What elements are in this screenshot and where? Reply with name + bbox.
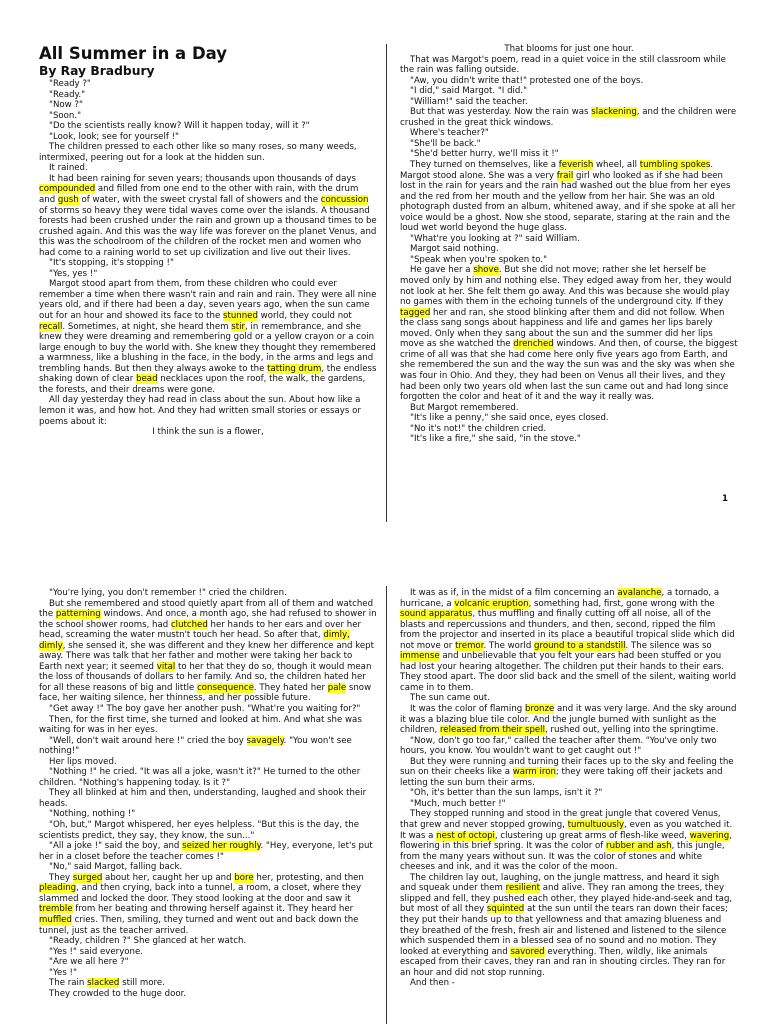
paragraph: "She'll be back." bbox=[410, 138, 481, 149]
highlighted-word: volcanic eruption bbox=[454, 598, 529, 609]
highlighted-word: squinted bbox=[486, 904, 525, 915]
highlighted-word: sound apparatus bbox=[400, 609, 473, 620]
highlighted-word: savored bbox=[510, 946, 545, 957]
highlighted-word: frail bbox=[556, 170, 574, 181]
highlighted-word: avalanche bbox=[617, 588, 662, 598]
highlighted-word: stunned bbox=[223, 311, 258, 322]
paragraph: The children lay out, laughing, on the jungle mattress, and heard it sigh and squeak under them resilient and alive. They ran among the trees, they slipped and fell, they pushed each other, they played hide-and-seek and tag, but most of all they squinted at the sun until the tears ran down their faces; they put their hands up to that yellowness and that amazing blueness and they breathed of the fresh, fresh air and listened and listened to the silence which suspended them in a blessed sea of no sound and no motion. They looked at everything and savored everything. Then, wildly, like animals escaped from their caves, they ran and ran in shouting circles. They ran for an hour and did not stop running. bbox=[400, 872, 733, 978]
paragraph: That was Margot's poem, read in a quiet voice in the still classroom while the rain was falling outside. bbox=[400, 54, 726, 76]
highlighted-word: bronze bbox=[524, 704, 555, 715]
paragraph: That blooms for just one hour. bbox=[504, 44, 634, 54]
page-2-left-column bbox=[39, 588, 377, 999]
paragraph: The rain slacked still more. bbox=[49, 978, 165, 989]
highlighted-word: drenched bbox=[513, 339, 554, 350]
highlighted-word: tatting drum bbox=[267, 363, 322, 374]
paragraph: It rained. bbox=[49, 163, 88, 174]
paragraph: But she remembered and stood quietly apart from all of them and watched the patterning windows. And once, a month ago, she had refused to shower in the school shower rooms, had clutched her hands to her ears and over her head, screaming the water mustn't touch her head. So after that, dimly, dimly, she sensed it, she was different and they knew her difference and kept away. There was talk that her father and mother were taking her back to Earth next year; it seemed vital to her that they do so, though it would mean the loss of thousands of dollars to her family. And so, the children hated her for all these reasons of big and little consequence. They hated her pale snow face, her waiting silence, her thinness, and her possible future. bbox=[39, 598, 377, 704]
paragraph: It was the color of flaming bronze and it was very large. And the sky around it was a blazing blue tile color. And the jungle burned with sunlight as the children, released from their spell, rushed out, yelling into the springtime. bbox=[400, 704, 737, 736]
column-divider bbox=[386, 44, 387, 522]
paragraph: They turned on themselves, like a feverish wheel, all tumbling spokes. Margot stood alone. She was a very frail girl who looked as if she had been lost in the rain for years and the rain had washed out the blue from her eyes and the red from her mouth and the yellow from her hair. She was an old photograph dusted from an album, whitened away, and if she spoke at all her voice would be a ghost. Now she stood, separate, staring at the rain and the loud wet world beyond the huge glass. bbox=[400, 160, 736, 234]
highlighted-word: vital bbox=[156, 661, 176, 672]
paragraph: "Much, much better !" bbox=[410, 798, 506, 809]
paragraph: "No," said Margot, falling back. bbox=[49, 862, 183, 873]
highlighted-word: gush bbox=[57, 195, 79, 206]
paragraph: He gave her a shove. But she did not move; rather she let herself be moved only by him and nothing else. They edged away from her, they would not look at her. She felt them go away. And this was because she would play no games with them in the echoing tunnels of the underground city. If they tagged her and ran, she stood blinking after them and did not follow. When the class sang songs about happiness and life and games her lips barely moved. Only when they sang about the sun and the summer did her lips move as she watched the drenched windows. And then, of course, the biggest crime of all was that she had come here only five years ago from Earth, and she remembered the sun and the way the sun was and the sky was when she was four in Ohio. And they, they had been on Venus all their lives, and they had been only two years old when last the sun came out and had long since forgotten the color and heat of it and the way it really was. bbox=[400, 265, 738, 403]
highlighted-word: warm iron bbox=[512, 767, 556, 778]
paragraph: But they were running and turning their faces up to the sky and feeling the sun on their cheeks like a warm iron; they were taking off their jackets and letting the sun burn their arms. bbox=[400, 756, 734, 788]
highlighted-word: recall bbox=[39, 321, 63, 332]
paragraph: Her lips moved. bbox=[49, 756, 117, 767]
paragraph: "Look, look; see for yourself !" bbox=[49, 131, 180, 142]
paragraph: And then - bbox=[410, 978, 455, 989]
paragraph: "It's stopping, it's stopping !" bbox=[49, 258, 174, 269]
paragraph: "I did," said Margot. "I did." bbox=[410, 86, 528, 97]
paragraph: They crowded to the huge door. bbox=[49, 988, 187, 999]
paragraph: "Soon." bbox=[49, 110, 82, 121]
paragraph: "Aw, you didn't write that!" protested one of the boys. bbox=[410, 75, 644, 86]
highlighted-word: stir bbox=[231, 321, 246, 332]
paragraph: "No it's not!" the children cried. bbox=[410, 423, 547, 434]
highlighted-word: surged bbox=[72, 872, 103, 883]
paragraph: I think the sun is a flower, bbox=[152, 427, 264, 438]
page-1-left-text bbox=[39, 79, 377, 438]
paragraph: "All a joke !" said the boy, and seized her roughly. "Hey, everyone, let's put her in a closet before the teacher comes !" bbox=[39, 841, 373, 862]
page-2-right-text bbox=[400, 588, 738, 989]
paragraph: "You're lying, you don't remember !" cried the children. bbox=[49, 588, 287, 598]
page-number: 1 bbox=[722, 494, 728, 504]
paragraph: Where's teacher?" bbox=[410, 128, 489, 139]
highlighted-word: tremble bbox=[39, 904, 73, 915]
highlighted-word: ground to a standstill bbox=[534, 640, 626, 651]
paragraph: "Are we all here ?" bbox=[49, 957, 129, 968]
highlighted-word: pleading bbox=[39, 883, 77, 894]
page-1-right-column bbox=[400, 44, 738, 445]
paragraph: All day yesterday they had read in class about the sun. About how like a lemon it was, and how hot. And they had written small stories or essays or poems about it: bbox=[39, 395, 361, 427]
paragraph: Then, for the first time, she turned and looked at him. And what she was waiting for was in her eyes. bbox=[39, 714, 362, 736]
paragraph: But that was yesterday. Now the rain was slackening, and the children were crushed in the great thick windows. bbox=[400, 107, 737, 128]
page-1-right-text bbox=[400, 44, 738, 445]
highlighted-word: rubber and ash bbox=[606, 841, 672, 852]
highlighted-word: dimly, dimly bbox=[39, 630, 350, 651]
page-2-right-column bbox=[400, 588, 738, 989]
story-author: By Ray Bradbury bbox=[39, 64, 155, 78]
highlighted-word: immense bbox=[400, 651, 440, 662]
paragraph: "Oh, it's better than the sun lamps, isn't it ?" bbox=[410, 788, 603, 799]
paragraph: "Ready, children ?" She glanced at her watch. bbox=[49, 936, 247, 947]
highlighted-word: muffled bbox=[39, 914, 72, 925]
paragraph: They surged about her, caught her up and bore her, protesting, and then pleading, and then crying, back into a tunnel, a room, a closet, where they slammed and locked the door. They stood looking at the door and saw it tremble from her beating and throwing herself against it. They heard her muffled cries. Then, smiling, they turned and went out and back down the tunnel, just as the teacher arrived. bbox=[39, 872, 364, 936]
page-1-left-column bbox=[39, 44, 377, 438]
paragraph: "Oh, but," Margot whispered, her eyes helpless. "But this is the day, the scientists predict, they say, they know, the sun..." bbox=[39, 820, 359, 841]
highlighted-word: tumbling spokes bbox=[639, 160, 711, 171]
paragraph: "Well, don't wait around here !" cried the boy savagely. "You won't see nothing!" bbox=[39, 735, 352, 757]
highlighted-word: tremor bbox=[455, 640, 484, 651]
paragraph: "Now, don't go too far," called the teacher after them. "You've only two hours, you know. You wouldn't want to get caught out !" bbox=[400, 735, 717, 757]
paragraph: "Ready ?" bbox=[49, 79, 91, 89]
paragraph: Margot stood apart from them, from these children who could ever remember a time when there wasn't rain and rain and rain. They were all nine years old, and if there had been a day, seven years ago, when the sun came out for an hour and showed its face to the stunned world, they could not recall. Sometimes, at night, she heard them stir, in remembrance, and she knew they were dreaming and remembering gold or a yellow crayon or a coin large enough to buy the world with. She knew they thought they remembered a warmness, like a blushing in the face, in the body, in the arms and legs and trembling hands. But then they always awoke to the tatting drum, the endless shaking down of clear bead necklaces upon the roof, the walk, the gardens, the forests, and their dreams were gone. bbox=[39, 279, 377, 395]
paragraph: They stopped running and stood in the great jungle that covered Venus, that grew and never stopped growing, tumultuously, even as you watched it. It was a nest of octopi, clustering up great arms of flesh-like weed, wavering, flowering in this brief spring. It was the color of rubber and ash, this jungle, from the many years without sun. It was the color of stones and white cheeses and ink, and it was the color of the moon. bbox=[400, 809, 733, 873]
highlighted-word: pale bbox=[327, 682, 347, 693]
paragraph: "What're you looking at ?" said William. bbox=[410, 233, 580, 244]
story-title: All Summer in a Day bbox=[39, 44, 228, 63]
paragraph: "Do the scientists really know? Will it happen today, will it ?" bbox=[49, 121, 310, 132]
paragraph: "Nothing !" he cried. "It was all a joke, wasn't it?" He turned to the other children. "Nothing's happening today. Is it ?" bbox=[39, 767, 361, 788]
paragraph: It had been raining for seven years; thousands upon thousands of days compounded and filled from one end to the other with rain, with the drum and gush of water, with the sweet crystal fall of showers and the concussion of storms so heavy they were tidal waves come over the islands. A thousand forests had been crushed under the rain and grown up a thousand times to be crushed again. And this was the way life was forever on the planet Venus, and this was the schoolroom of the children of the rocket men and women who had come to a raining world to set up civilization and live out their lives. bbox=[39, 173, 377, 258]
paragraph: "She'd better hurry, we'll miss it !" bbox=[410, 149, 559, 160]
highlighted-word: concussion bbox=[320, 195, 369, 206]
paragraph: "Get away !" The boy gave her another push. "What're you waiting for?" bbox=[49, 704, 361, 715]
paragraph: "Speak when you're spoken to." bbox=[410, 254, 548, 265]
highlighted-word: seized her roughly bbox=[182, 841, 261, 852]
highlighted-word: consequence bbox=[197, 682, 254, 693]
highlighted-word: nest of octopi bbox=[436, 830, 495, 841]
paragraph: "Yes, yes !" bbox=[49, 268, 98, 279]
highlighted-word: savagely bbox=[246, 735, 284, 746]
highlighted-word: compounded bbox=[39, 184, 96, 195]
highlighted-word: tumultuously bbox=[567, 820, 625, 831]
paragraph: "Ready." bbox=[49, 89, 86, 100]
paragraph: "It's like a penny," she said once, eyes closed. bbox=[410, 413, 609, 424]
paragraph: The sun came out. bbox=[410, 693, 491, 704]
highlighted-word: shove bbox=[473, 265, 499, 276]
highlighted-word: feverish bbox=[558, 160, 594, 171]
page-2-left-text bbox=[39, 588, 377, 999]
paragraph: "Yes !" said everyone. bbox=[49, 946, 144, 957]
paragraph: It was as if, in the midst of a film concerning an avalanche, a tornado, a hurricane, a volcanic eruption, something had, first, gone wrong with the sound apparatus, thus muffling and finally cutting off all noise, all of the blasts and repercussions and thunders, and then, second, ripped the film from the projector and inserted in its place a beautiful tropical slide which did not move or tremor. The world ground to a standstill. The silence was so immense and unbelievable that you felt your ears had been stuffed or you had lost your hearing altogether. The children put their hands to their ears. They stood apart. The door slid back and the smell of the silent, waiting world came in to them. bbox=[400, 588, 737, 693]
highlighted-word: bore bbox=[234, 872, 254, 883]
paragraph: Margot said nothing. bbox=[410, 244, 499, 255]
highlighted-word: wavering bbox=[689, 830, 730, 841]
highlighted-word: slacked bbox=[87, 978, 120, 989]
paragraph: But Margot remembered. bbox=[410, 402, 519, 413]
column-divider bbox=[386, 586, 387, 1024]
paragraph: The children pressed to each other like so many roses, so many weeds, intermixed, peering out for a look at the hidden sun. bbox=[39, 142, 357, 163]
paragraph: They all blinked at him and then, understanding, laughed and shook their heads. bbox=[39, 788, 367, 809]
highlighted-word: clutched bbox=[170, 619, 208, 630]
paragraph: "It's like a fire," she said, "in the stove." bbox=[410, 434, 581, 445]
paragraph: "Yes !" bbox=[49, 967, 77, 978]
highlighted-word: patterning bbox=[55, 609, 101, 620]
highlighted-word: tagged bbox=[400, 307, 431, 318]
highlighted-word: resilient bbox=[505, 883, 541, 894]
highlighted-word: slackening bbox=[591, 107, 637, 118]
highlighted-word: released from their spell bbox=[439, 725, 545, 736]
paragraph: "William!" said the teacher. bbox=[410, 96, 528, 107]
paragraph: "Nothing, nothing !" bbox=[49, 809, 136, 820]
paragraph: "Now ?" bbox=[49, 100, 83, 111]
highlighted-word: bead bbox=[136, 374, 158, 385]
